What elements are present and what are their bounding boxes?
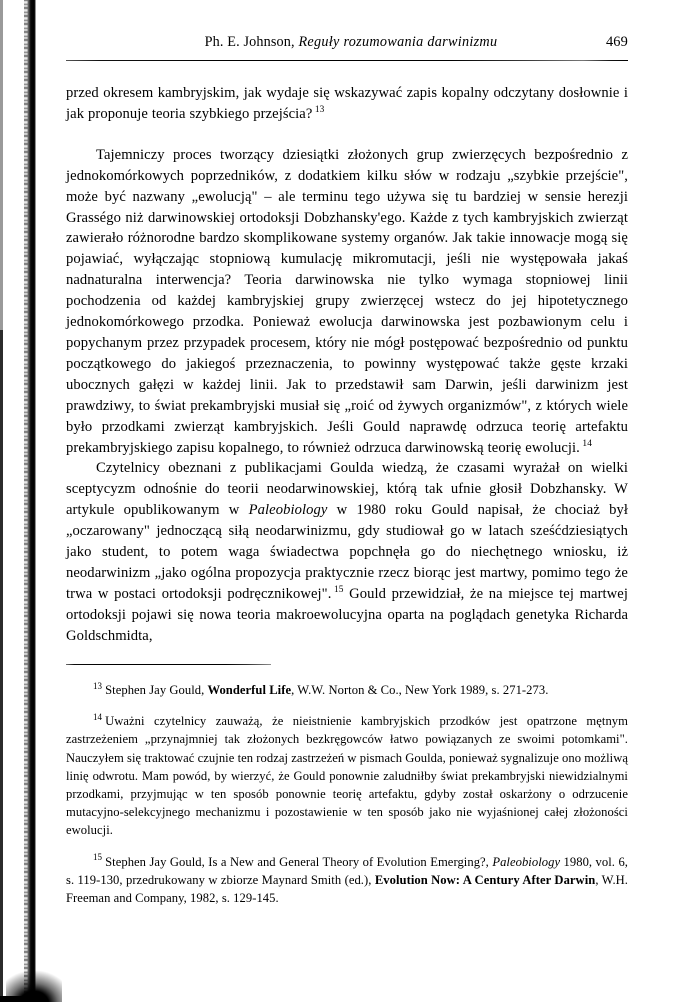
running-head: [66, 34, 628, 51]
footnote-reference[interactable]: 15: [333, 584, 344, 595]
bold-title: Wonderful Life: [207, 683, 292, 697]
running-head-work-title: Reguły rozumowania darwinizmu: [298, 34, 498, 50]
italic-title: Paleobiology: [492, 854, 561, 869]
bold-title: Evolution Now: A Century After Darwin: [374, 872, 596, 887]
text-run: Czytelnicy obeznani z publikacjami Goulda wiedzą, że czasami wyrażał on wielki sceptycyzm odnośnie do teorii neodarwinowskiej, którą tak ufnie głosił Dobzhansky. W artykule opublikowanym w: [66, 460, 628, 519]
footnote-reference[interactable]: 13: [314, 105, 325, 116]
body-paragraph: [66, 458, 628, 646]
body-paragraph: [66, 83, 628, 125]
footnote-entry: [66, 853, 628, 908]
text-run: , W.H. Freeman and Company, 1982, s. 129-145.: [66, 872, 628, 906]
page-number: 469: [605, 34, 628, 50]
footnote-entry: [66, 712, 628, 839]
footnote-reference[interactable]: 14: [582, 438, 592, 449]
text-run: , W.W. Norton & Co., New York 1989, s. 271-273.: [291, 683, 549, 697]
text-run: Tajemniczy proces tworzący dziesiątki złożonych grup zwierzęcych bezpośrednio z jednokomórkowych poprzedników, z dodatkiem kilku słów w rodzaju „szybkie przejście", może być nazwany „ewolucją" – ale terminu tego używa się tu bardziej w sensie herezji Grasségo niż darwinowskiej ortodoksji Dobzhansky'ego. Każde z tych kambryjskich zwierząt zawierało różnorodne bardzo skomplikowane systemy organów. Jak takie innowacje mogą się pojawiać, wyłączając stopniową kumulację mikromutacji, jeśli nie występowała jakaś nadnaturalna interwencja? Teoria darwinowska nie tylko wymaga stopniowej linii pochodzenia od każdej kambryjskiej grupy zwierzęcej wstecz do jej hipotetycznego jednokomórkowego przodka. Ponieważ ewolucja darwinowska jest pozbawionym celu i popychanym przez przypadek procesem, który nie mógł postępować bezpośrednio od punktu początkowego do jakiegoś przeznaczenia, to powinny występować także gęste krzaki ubocznych gałęzi w każdej linii. Jak to przedstawił sam Darwin, jeśli darwinizm jest prawdziwy, to świat prekambryjski musiał się „roić od żywych organizmów", z których wiele było przodkami zwierząt kambryjskich. Jeśli Gould naprawdę odrzuca teorię artefaktu prekambryjskiego zapisu kopalnego, to również odrzuca darwinowską teorię ewolucji.: [66, 146, 628, 456]
book-gutter-shadow: [27, 0, 36, 1002]
footnote-entry: [66, 681, 628, 699]
body-paragraph: [66, 145, 628, 459]
body-text: [66, 83, 628, 647]
footnote-marker: 13: [93, 680, 103, 691]
footnote-marker: 14: [93, 712, 103, 723]
text-run: Stephen Jay Gould,: [105, 683, 208, 697]
italic-title: Paleobiology: [248, 502, 328, 519]
text-run: Stephen Jay Gould, Is a New and General Theory of Evolution Emerging?,: [105, 854, 493, 869]
header-rule: [66, 60, 628, 61]
footnote-separator-rule: [66, 664, 271, 665]
text-run: 1980, vol. 6, s. 119-130, przedrukowany w zbiorze Maynard Smith (ed.),: [66, 854, 628, 887]
text-run: przed okresem kambryjskim, jak wydaje się wskazywać zapis kopalny odczytany dosłownie i jak proponuje teoria szybkiego przejścia?: [66, 85, 628, 122]
footnote-section: [66, 664, 628, 920]
page-edge-shadow-lower: [0, 330, 3, 1002]
footnote-list: [66, 681, 628, 907]
text-run: w 1980 roku Gould napisał, że chociaż był „oczarowany" jednoczącą siłą neodarwinizmu, gdy studiował go w latach sześćdziesiątych jako student, to potem waga świadectwa popchnęła go do niechętnego wniosku, iż neodarwinizm „jako ogólna propozycja praktycznie rzecz biorąc jest martwy, pomimo tego że trwa w postaci ortodoksji podręcznikowej".: [66, 502, 628, 602]
text-column: [66, 34, 628, 647]
book-gutter-foot: [0, 996, 30, 1002]
running-head-author: Ph. E. Johnson,: [204, 34, 299, 50]
footnote-marker: 15: [93, 852, 103, 863]
running-head-title: [66, 34, 606, 51]
text-run: Uważni czytelnicy zauważą, że nieistnienie kambryjskich przodków jest opatrzone mętnym zastrzeżeniem „przynajmniej tak złożonych bezkręgowców łatwo powiązanych ze swoimi potomkami". Nauczyłem się traktować czujnie ten rodzaj zastrzeżeń w pismach Goulda, ponieważ sygnalizuje ono możliwą linię odwrotu. Mam powód, by wierzyć, że Gould ponownie zaludniłby świat prekambryjski niewidzialnymi przodkami, przyjmując w ten sposób ponownie teorię artefaktu, gdyby został oskarżony o odrzucenie mutacyjno-selekcyjnego mechanizmu i pozostawienie w ten sposób jako nie wyjaśnionej całej złożoności ewolucji.: [66, 714, 628, 838]
text-run: Gould przewidział, że na miejsce tej martwej ortodoksji pojawi się nowa teoria makroewolucyjna oparta na poglądach genetyka Richarda Goldschmidta,: [66, 585, 628, 644]
